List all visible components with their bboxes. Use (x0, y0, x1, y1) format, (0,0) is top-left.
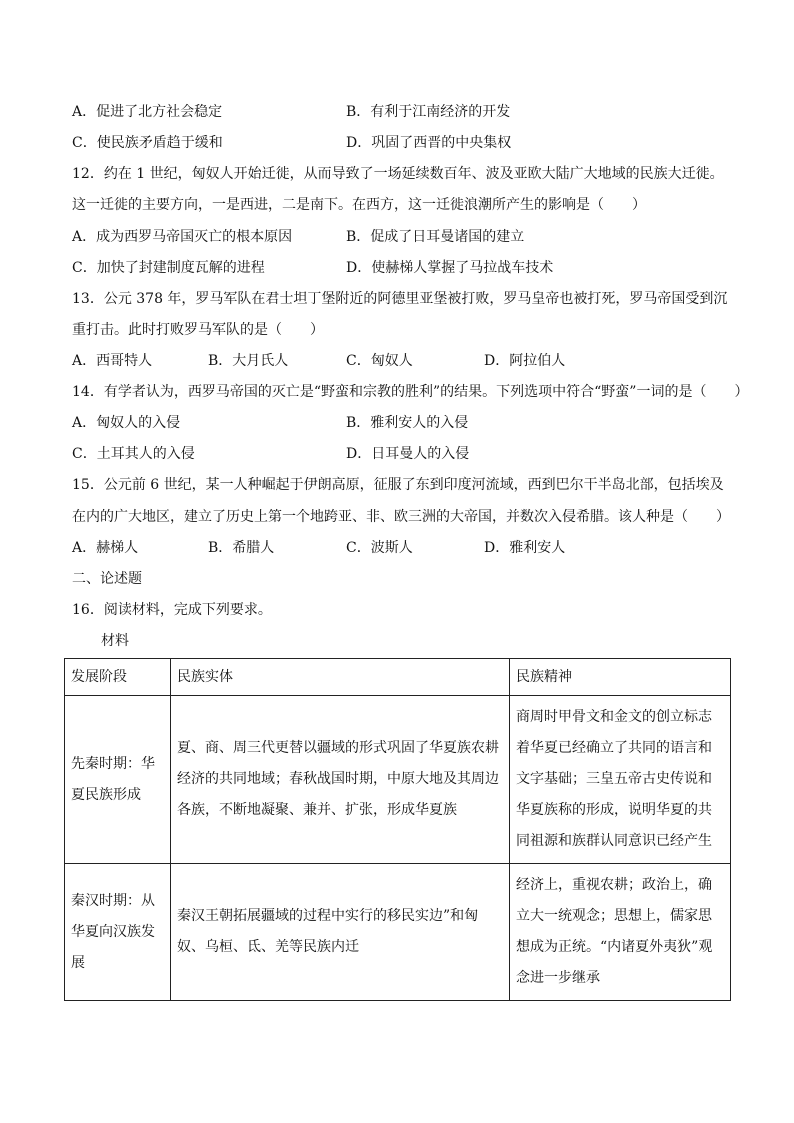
q14-option-d: D．日耳曼人的入侵 (346, 446, 470, 462)
q13-stem-line1: 13．公元 378 年，罗马军队在君士坦丁堡附近的阿德里亚堡被打败，罗马皇帝也被打死，罗马帝国受到沉 (72, 291, 728, 307)
q15-option-a: A．赫梯人 (72, 540, 139, 556)
q12-option-b: B．促成了日耳曼诸国的建立 (346, 229, 525, 245)
row1-spirit: 商周时甲骨文和金文的创立标志着华夏已经确立了共同的语言和文字基础；三皇五帝古史传说和华夏族称的形成，说明华夏的共同祖源和族群认同意识已经产生 (510, 696, 731, 864)
q14-option-a: A．匈奴人的入侵 (72, 415, 181, 431)
q15-option-b: B．希腊人 (208, 540, 275, 556)
q11-option-a: A．促进了北方社会稳定 (72, 104, 223, 120)
q13-stem-line2: 重打击。此时打败罗马军队的是（ ） (72, 322, 324, 338)
header-stage: 发展阶段 (65, 659, 171, 696)
material-table (64, 658, 731, 1001)
q12-option-c: C．加快了封建制度瓦解的进程 (72, 260, 265, 276)
q15-stem-line2: 在内的广大地区，建立了历史上第一个地跨亚、非、欧三洲的大帝国，并数次入侵希腊。该人种是（ ） (72, 509, 730, 525)
q11-option-d: D．巩固了西晋的中央集权 (346, 135, 512, 151)
table-row (65, 864, 731, 1001)
q12-stem-line1: 12．约在 1 世纪，匈奴人开始迁徙，从而导致了一场延续数百年、波及亚欧大陆广大地域的民族大迁徙。 (72, 166, 724, 182)
header-spirit: 民族精神 (510, 659, 731, 696)
q15-stem-line1: 15．公元前 6 世纪，某一人种崛起于伊朗高原，征服了东到印度河流域，西到巴尔干半岛北部，包括埃及 (72, 477, 724, 493)
row2-spirit: 经济上，重视农耕；政治上，确立大一统观念；思想上，儒家思想成为正统。“内诸夏外夷狄”观念进一步继承 (510, 864, 731, 1001)
row1-stage: 先秦时期：华夏民族形成 (65, 696, 171, 864)
q15-option-c: C．波斯人 (346, 540, 413, 556)
table-row (65, 696, 731, 864)
table-header-row (65, 659, 731, 696)
q14-option-b: B．雅利安人的入侵 (346, 415, 469, 431)
q11-option-b: B．有利于江南经济的开发 (346, 104, 511, 120)
q13-option-d: D．阿拉伯人 (484, 353, 566, 369)
q16-stem: 16．阅读材料，完成下列要求。 (72, 602, 272, 618)
q12-stem-line2: 这一迁徙的主要方向，一是西进，二是南下。在西方，这一迁徙浪潮所产生的影响是（ ） (72, 197, 646, 213)
q13-option-a: A．西哥特人 (72, 353, 153, 369)
row1-entity: 夏、商、周三代更替以疆域的形式巩固了华夏族农耕经济的共同地域；春秋战国时期，中原大地及其周边各族，不断地凝聚、兼并、扩张，形成华夏族 (171, 696, 510, 864)
q11-option-c: C．使民族矛盾趋于缓和 (72, 135, 223, 151)
q15-option-d: D．雅利安人 (484, 540, 566, 556)
row2-stage: 秦汉时期：从华夏向汉族发展 (65, 864, 171, 1001)
q13-option-c: C．匈奴人 (346, 353, 413, 369)
material-label: 材料 (101, 633, 129, 649)
row2-entity: 秦汉王朝拓展疆域的过程中实行的移民实边”和匈奴、乌桓、氐、羌等民族内迁 (171, 864, 510, 1001)
q13-option-b: B．大月氏人 (208, 353, 289, 369)
q12-option-a: A．成为西罗马帝国灭亡的根本原因 (72, 229, 293, 245)
q14-stem-line1: 14．有学者认为，西罗马帝国的灭亡是“野蛮和宗教的胜利”的结果。下列选项中符合“野蛮”一词的是（ ） (72, 384, 749, 400)
q12-option-d: D．使赫梯人掌握了马拉战车技术 (346, 260, 554, 276)
section-heading: 二、论述题 (72, 571, 142, 587)
q14-option-c: C．土耳其人的入侵 (72, 446, 195, 462)
header-entity: 民族实体 (171, 659, 510, 696)
